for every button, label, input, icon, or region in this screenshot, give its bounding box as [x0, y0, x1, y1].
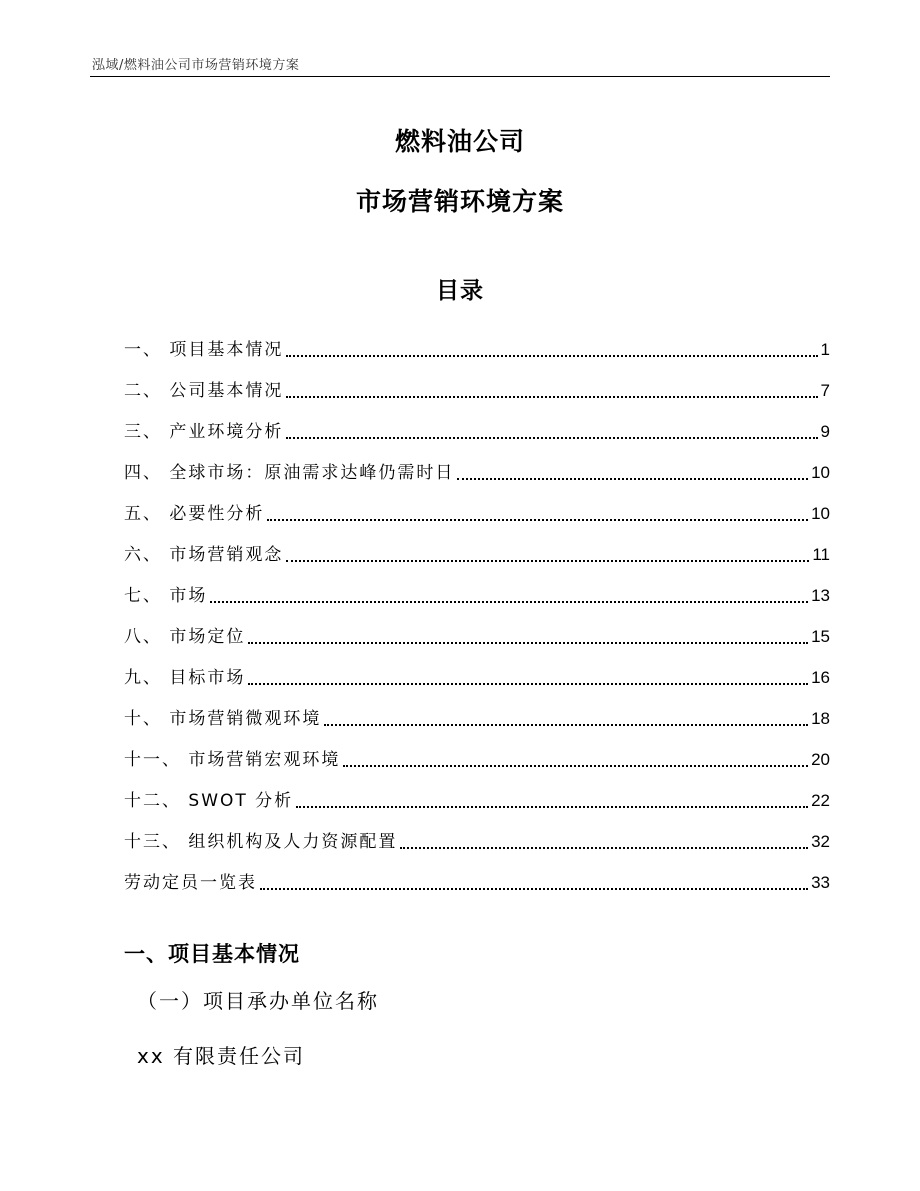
toc-entry-page: 18 — [811, 709, 830, 728]
header-divider — [90, 76, 830, 77]
toc-entry-page: 1 — [820, 340, 830, 359]
toc-entry[interactable] — [124, 815, 830, 856]
toc-dot-leader — [286, 560, 809, 562]
toc-entry-page: 15 — [811, 627, 830, 646]
toc-entry-page: 11 — [812, 545, 830, 564]
toc-entry-label: 五、 必要性分析 — [124, 504, 265, 524]
toc-entry-label: 四、 全球市场：原油需求达峰仍需时日 — [124, 463, 455, 483]
toc-dot-leader — [210, 601, 808, 603]
toc-entry[interactable] — [124, 774, 830, 815]
toc-dot-leader — [286, 396, 817, 398]
toc-heading: 目录 — [436, 278, 484, 304]
company-name-text: xx 有限责任公司 — [137, 1044, 306, 1068]
section-heading: 一、项目基本情况 — [124, 942, 300, 966]
toc-entry[interactable] — [124, 569, 830, 610]
toc-entry-label: 六、 市场营销观念 — [124, 545, 284, 565]
table-of-contents — [124, 323, 830, 897]
toc-entry-page: 7 — [820, 381, 830, 400]
toc-entry[interactable] — [124, 610, 830, 651]
toc-dot-leader — [248, 642, 808, 644]
toc-entry-page: 32 — [811, 832, 830, 851]
toc-entry-label: 十一、 市场营销宏观环境 — [124, 750, 341, 770]
toc-entry-label: 劳动定员一览表 — [124, 873, 257, 893]
document-title-line-1: 燃料油公司 — [394, 127, 525, 156]
toc-entry-label: 一、 项目基本情况 — [124, 340, 284, 360]
toc-entry-page: 16 — [811, 668, 830, 687]
toc-entry-label: 八、 市场定位 — [124, 627, 246, 647]
toc-entry-page: 22 — [811, 791, 830, 810]
toc-entry-label: 九、 目标市场 — [124, 668, 246, 688]
toc-entry-label: 十二、 SWOT 分析 — [124, 791, 294, 811]
toc-dot-leader — [248, 683, 808, 685]
toc-entry-label: 十三、 组织机构及人力资源配置 — [124, 832, 398, 852]
toc-entry[interactable] — [124, 446, 830, 487]
toc-dot-leader — [343, 765, 808, 767]
toc-entry[interactable] — [124, 856, 830, 897]
toc-entry-page: 13 — [811, 586, 830, 605]
toc-entry-page: 10 — [811, 504, 830, 523]
toc-entry[interactable] — [124, 651, 830, 692]
subsection-heading: （一）项目承办单位名称 — [137, 989, 379, 1013]
toc-entry-page: 33 — [811, 873, 830, 892]
toc-dot-leader — [457, 478, 808, 480]
document-title-line-2: 市场营销环境方案 — [355, 187, 564, 216]
toc-entry[interactable] — [124, 364, 830, 405]
toc-entry[interactable] — [124, 528, 830, 569]
toc-entry[interactable] — [124, 487, 830, 528]
toc-dot-leader — [260, 888, 808, 890]
toc-entry-page: 10 — [811, 463, 830, 482]
toc-entry[interactable] — [124, 323, 830, 364]
toc-entry-label: 十、 市场营销微观环境 — [124, 709, 322, 729]
toc-dot-leader — [324, 724, 808, 726]
running-header: 泓域/燃料油公司市场营销环境方案 — [92, 58, 300, 73]
toc-entry-page: 20 — [811, 750, 830, 769]
toc-dot-leader — [286, 355, 817, 357]
toc-entry[interactable] — [124, 733, 830, 774]
toc-dot-leader — [296, 806, 808, 808]
toc-entry-page: 9 — [820, 422, 830, 441]
toc-entry[interactable] — [124, 692, 830, 733]
toc-dot-leader — [286, 437, 817, 439]
toc-dot-leader — [400, 847, 808, 849]
toc-dot-leader — [267, 519, 808, 521]
toc-entry-label: 七、 市场 — [124, 586, 208, 606]
toc-entry-label: 二、 公司基本情况 — [124, 381, 284, 401]
toc-entry[interactable] — [124, 405, 830, 446]
toc-entry-label: 三、 产业环境分析 — [124, 422, 284, 442]
